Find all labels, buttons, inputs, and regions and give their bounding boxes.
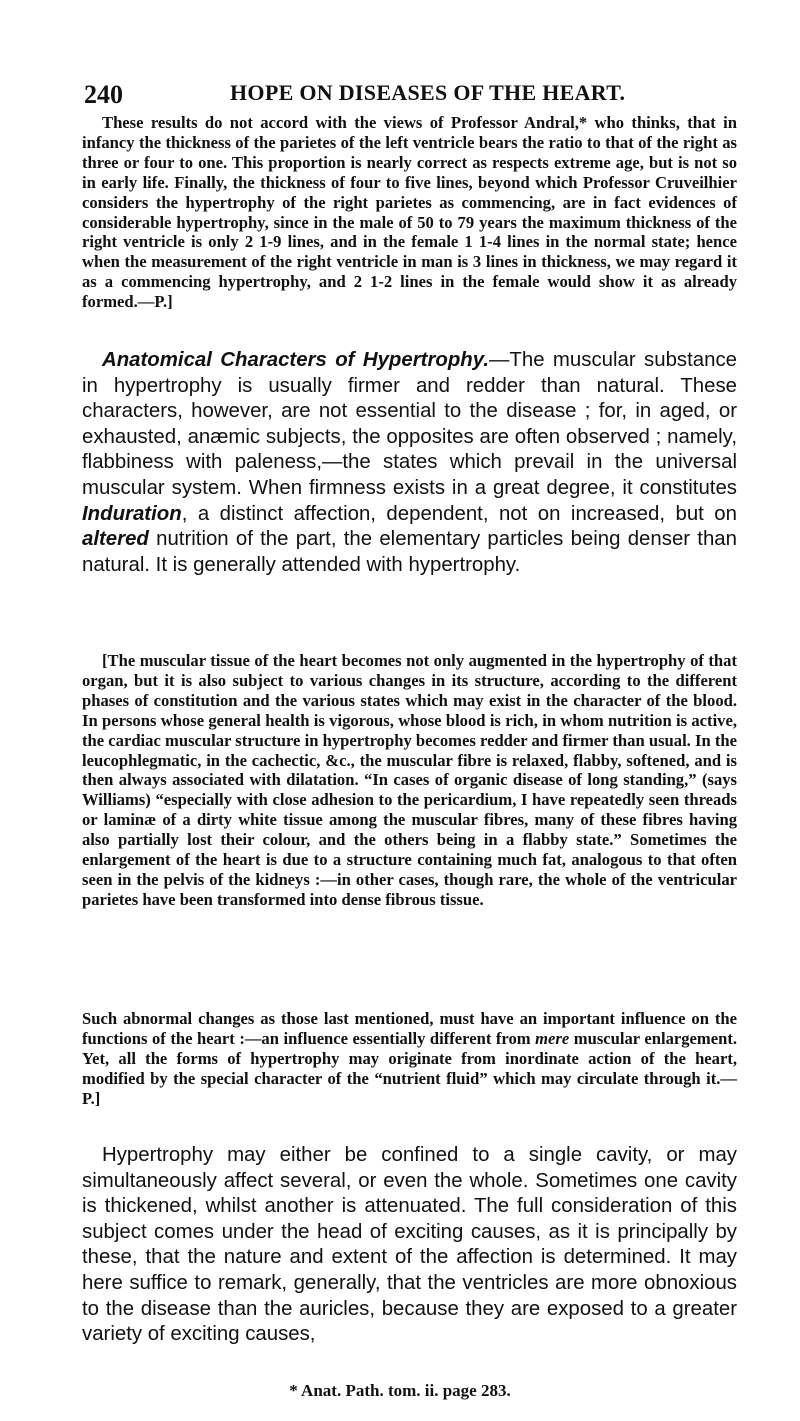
paragraph-5: Hypertrophy may either be confined to a single cavity, or may simultaneously affect several, or even the whole. Sometimes one cavity is thickened, whilst another is attenuated. The full consideration of this subject comes under the head of exciting causes, as it is principally by these, that the nature and extent of the affection is determined. It may here suffice to remark, generally, that the ventricles are more obnoxious to the disease than the auricles, because they are exposed to a greater variety of exciting causes, xyxy=(82,1144,737,1346)
paragraph-4 xyxy=(82,1009,737,1109)
term-altered: altered xyxy=(82,528,149,551)
paragraph-2-text-a: —The muscular substance in hypertrophy is usually firmer and redder than natural. These characters, however, are not essential to the disease ; for, in aged, or exhausted, anæmic subjects, the opposites are often observed ; namely, flabbiness with paleness,—the states which prevail in the universal muscular system. When firmness exists in a great degree, it constitutes xyxy=(82,349,737,499)
paragraph-2 xyxy=(82,348,737,578)
paragraph-2-text-c: nutrition of the part, the elementary particles being denser than natural. It is generally attended with hypertrophy. xyxy=(82,528,737,576)
paragraph-4-text-a: Such abnormal changes as those last mentioned, must have an important influence on the functions of the heart :—an influence essentially different from xyxy=(82,1009,737,1048)
page-number: 240 xyxy=(84,80,123,109)
term-mere: mere xyxy=(535,1028,570,1048)
running-head: HOPE ON DISEASES OF THE HEART. xyxy=(230,80,626,105)
paragraph-4-text-b: muscular enlargement. Yet, all the forms of hypertrophy may originate from inordinate action of the heart, modified by the special character of the “nutrient fluid” which may circulate through it.—P.] xyxy=(82,1028,737,1108)
page-header xyxy=(0,80,800,110)
section-heading: Anatomical Characters of Hypertrophy. xyxy=(102,349,490,371)
paragraph-3: [The muscular tissue of the heart becomes not only augmented in the hypertrophy of that organ, but it is also subject to various changes in its structure, according to the different phases of constitution and the various states which may exist in the character of the blood. In persons whose general health is vigorous, whose blood is rich, in whom nutrition is active, the cardiac muscular structure in hypertrophy becomes redder and firmer than usual. In the leucophlegmatic, in the cachectic, &c., the muscular fibre is relaxed, flabby, softened, and is then always associated with dilatation. “In cases of organic disease of long standing,” (says Williams) “especially with close adhesion to the pericardium, I have repeatedly seen threads or laminæ of a dirty white tissue among the muscular fibres, many of these fibres having also partially lost their colour, and the others being in a flabby state.” Sometimes the enlargement of the heart is due to a structure containing much fat, analogous to that often seen in the pelvis of the kidneys :—in other cases, though rare, the whole of the ventricular parietes have been transformed into dense fibrous tissue. xyxy=(82,651,737,909)
footnote: * Anat. Path. tom. ii. page 283. xyxy=(289,1381,511,1400)
term-induration: Induration xyxy=(82,502,182,525)
paragraph-1: These results do not accord with the views of Professor Andral,* who thinks, that in infancy the thickness of the parietes of the left ventricle bears the ratio to that of the right as three or four to one. This proportion is nearly correct as respects extreme age, but is not so in early life. Finally, the thickness of four to five lines, beyond which Professor Cruveilhier considers the hypertrophy of the right parietes as commencing, are in fact evidences of considerable hypertrophy, since in the male of 50 to 79 years the maximum thickness of the right ventricle is only 2 1-9 lines, and in the female 1 1-4 lines in the normal state; hence when the measurement of the right ventricle in man is 3 lines in thickness, we may regard it as a commencing hypertrophy, and 2 1-2 lines in the female would show it as already formed.—P.] xyxy=(82,113,737,312)
paragraph-2-text-b: , a distinct affection, dependent, not on increased, but on xyxy=(181,502,737,525)
